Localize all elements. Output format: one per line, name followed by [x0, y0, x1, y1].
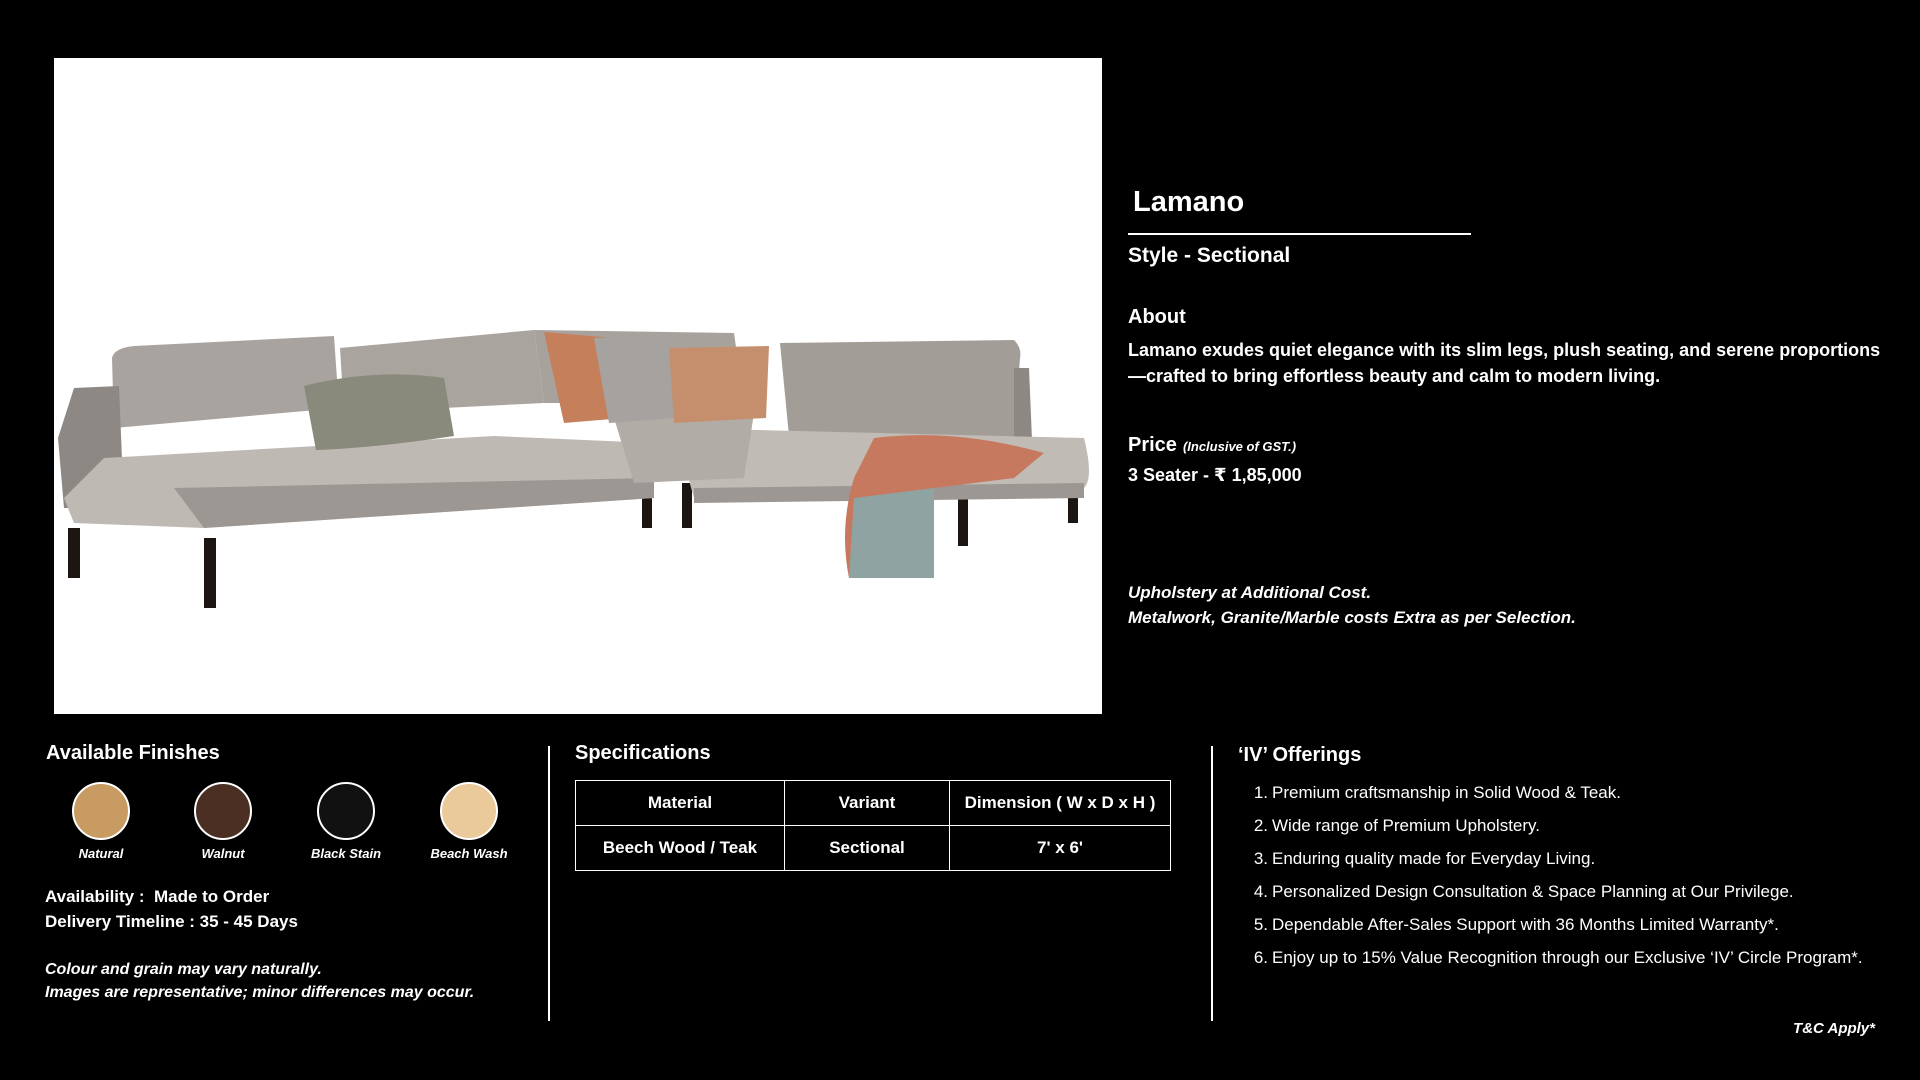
section-divider: [548, 746, 550, 1021]
list-item: [1240, 776, 1880, 809]
finish-swatch-black-stain[interactable]: [286, 782, 406, 861]
disclaimer-line-1: Colour and grain may vary naturally.: [45, 961, 322, 978]
table-cell-material: Beech Wood / Teak: [576, 826, 785, 871]
swatch-circle: [317, 782, 375, 840]
product-style: Style - Sectional: [1128, 244, 1291, 267]
finish-swatch-beach-wash[interactable]: [409, 782, 529, 861]
list-number: 1.: [1253, 783, 1268, 802]
list-text: Enduring quality made for Everyday Living.: [1272, 849, 1596, 868]
offerings-heading: ‘IV’ Offerings: [1238, 744, 1362, 766]
swatch-circle: [72, 782, 130, 840]
list-number: 4.: [1253, 882, 1268, 901]
delivery-timeline: Delivery Timeline : 35 - 45 Days: [45, 912, 298, 931]
extra-costs-note: [1128, 580, 1576, 630]
list-item: [1240, 941, 1880, 974]
extra-line-2: Metalwork, Granite/Marble costs Extra as per Selection.: [1128, 608, 1576, 627]
section-divider: [1211, 746, 1213, 1021]
table-header-row: [576, 781, 1171, 826]
finish-swatch-natural[interactable]: [41, 782, 161, 861]
product-image: [54, 58, 1102, 714]
price-heading: [1128, 434, 1296, 457]
availability-info: [45, 884, 298, 934]
list-number: 5.: [1253, 915, 1268, 934]
list-text: Enjoy up to 15% Value Recognition through our Exclusive ‘IV’ Circle Program*.: [1272, 948, 1863, 967]
table-header-dimension: Dimension ( W x D x H ): [950, 781, 1171, 826]
swatch-label: Black Stain: [310, 846, 382, 861]
swatch-label: Walnut: [201, 846, 245, 861]
list-text: Premium craftsmanship in Solid Wood & Teak.: [1272, 783, 1621, 802]
product-title: Lamano: [1133, 186, 1245, 218]
finishes-heading: Available Finishes: [46, 742, 220, 764]
finish-disclaimer: [45, 958, 474, 1004]
about-text: Lamano exudes quiet elegance with its slim legs, plush seating, and serene proportions—crafted to bring effortless beauty and calm to modern living.: [1128, 340, 1881, 386]
swatch-label: Beach Wash: [430, 846, 508, 861]
list-item: [1240, 809, 1880, 842]
title-underline: [1128, 233, 1471, 235]
list-text: Personalized Design Consultation & Space Planning at Our Privilege.: [1272, 882, 1794, 901]
sectional-sofa-illustration: [54, 58, 1102, 714]
list-item: [1240, 842, 1880, 875]
swatch-label: Natural: [78, 846, 124, 861]
list-item: [1240, 908, 1880, 941]
table-cell-variant: Sectional: [785, 826, 950, 871]
offerings-list: [1240, 776, 1880, 974]
about-heading: About: [1128, 306, 1186, 328]
list-number: 6.: [1253, 948, 1268, 967]
list-number: 3.: [1253, 849, 1268, 868]
list-text: Dependable After-Sales Support with 36 Months Limited Warranty*.: [1272, 915, 1779, 934]
price-value: 3 Seater - ₹ 1,85,000: [1128, 465, 1302, 485]
table-row: [576, 826, 1171, 871]
terms-note: T&C Apply*: [1793, 1020, 1875, 1037]
price-heading-label: Price: [1128, 434, 1177, 456]
specifications-table: [575, 780, 1171, 871]
swatch-circle: [440, 782, 498, 840]
table-header-variant: Variant: [785, 781, 950, 826]
table-cell-dimension: 7' x 6': [950, 826, 1171, 871]
specifications-heading: Specifications: [575, 742, 711, 764]
list-text: Wide range of Premium Upholstery.: [1272, 816, 1541, 835]
list-number: 2.: [1253, 816, 1268, 835]
price-note: (Inclusive of GST.): [1182, 439, 1297, 454]
availability-text: Availability : Made to Order: [45, 887, 270, 906]
disclaimer-line-2: Images are representative; minor differences may occur.: [45, 984, 475, 1001]
swatch-circle: [194, 782, 252, 840]
list-item: [1240, 875, 1880, 908]
finish-swatch-walnut[interactable]: [163, 782, 283, 861]
table-header-material: Material: [576, 781, 785, 826]
extra-line-1: Upholstery at Additional Cost.: [1128, 583, 1372, 602]
